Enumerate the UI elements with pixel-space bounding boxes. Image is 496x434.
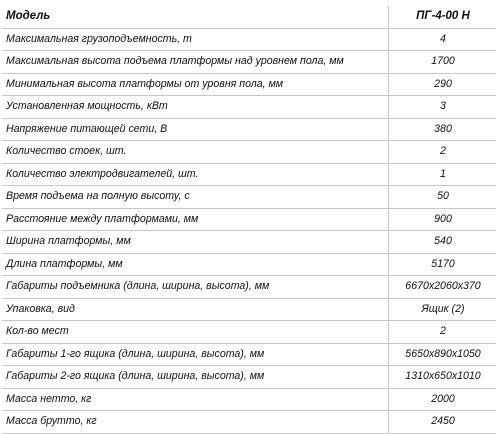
table-row (2, 411, 496, 434)
value-cell: 5170 (389, 253, 496, 276)
param-cell: Кол-во мест (2, 321, 389, 344)
table-row (2, 298, 496, 321)
value-cell: 1700 (389, 51, 496, 74)
value-cell: 6670х2060х370 (389, 276, 496, 299)
value-cell: 50 (389, 186, 496, 209)
param-cell: Расстояние между платформами, мм (2, 208, 389, 231)
param-cell: Ширина платформы, мм (2, 231, 389, 254)
param-cell: Упаковка, вид (2, 298, 389, 321)
spec-table (2, 6, 496, 434)
param-cell: Масса брутто, кг (2, 411, 389, 434)
param-cell: Габариты подъемника (длина, ширина, высота), мм (2, 276, 389, 299)
param-cell: Масса нетто, кг (2, 388, 389, 411)
param-cell: Длина платформы, мм (2, 253, 389, 276)
table-row (2, 186, 496, 209)
table-row (2, 231, 496, 254)
header-param: Модель (2, 6, 389, 28)
param-cell: Установленная мощность, кВт (2, 96, 389, 119)
value-cell: 2 (389, 141, 496, 164)
table-row (2, 28, 496, 51)
value-cell: 4 (389, 28, 496, 51)
table-row (2, 118, 496, 141)
value-cell: 540 (389, 231, 496, 254)
param-cell: Максимальная грузоподъемность, т (2, 28, 389, 51)
table-row (2, 343, 496, 366)
value-cell: 1310х650х1010 (389, 366, 496, 389)
table-row (2, 51, 496, 74)
table-row (2, 73, 496, 96)
value-cell: Ящик (2) (389, 298, 496, 321)
table-row (2, 141, 496, 164)
table-body (2, 28, 496, 433)
table-row (2, 253, 496, 276)
table-row (2, 163, 496, 186)
table-row (2, 388, 496, 411)
param-cell: Минимальная высота платформы от уровня пола, мм (2, 73, 389, 96)
table-row (2, 366, 496, 389)
value-cell: 3 (389, 96, 496, 119)
header-model: ПГ-4-00 Н (389, 6, 496, 28)
value-cell: 2450 (389, 411, 496, 434)
value-cell: 1 (389, 163, 496, 186)
param-cell: Габариты 2-го ящика (длина, ширина, высота), мм (2, 366, 389, 389)
param-cell: Количество электродвигателей, шт. (2, 163, 389, 186)
value-cell: 380 (389, 118, 496, 141)
value-cell: 900 (389, 208, 496, 231)
value-cell: 5650х890х1050 (389, 343, 496, 366)
value-cell: 2000 (389, 388, 496, 411)
table-header-row (2, 6, 496, 28)
param-cell: Время подъема на полную высоту, с (2, 186, 389, 209)
param-cell: Количество стоек, шт. (2, 141, 389, 164)
param-cell: Напряжение питающей сети, В (2, 118, 389, 141)
param-cell: Габариты 1-го ящика (длина, ширина, высота), мм (2, 343, 389, 366)
table-row (2, 96, 496, 119)
table-row (2, 276, 496, 299)
value-cell: 2 (389, 321, 496, 344)
value-cell: 290 (389, 73, 496, 96)
table-row (2, 321, 496, 344)
param-cell: Максимальная высота подъема платформы над уровнем пола, мм (2, 51, 389, 74)
table-row (2, 208, 496, 231)
